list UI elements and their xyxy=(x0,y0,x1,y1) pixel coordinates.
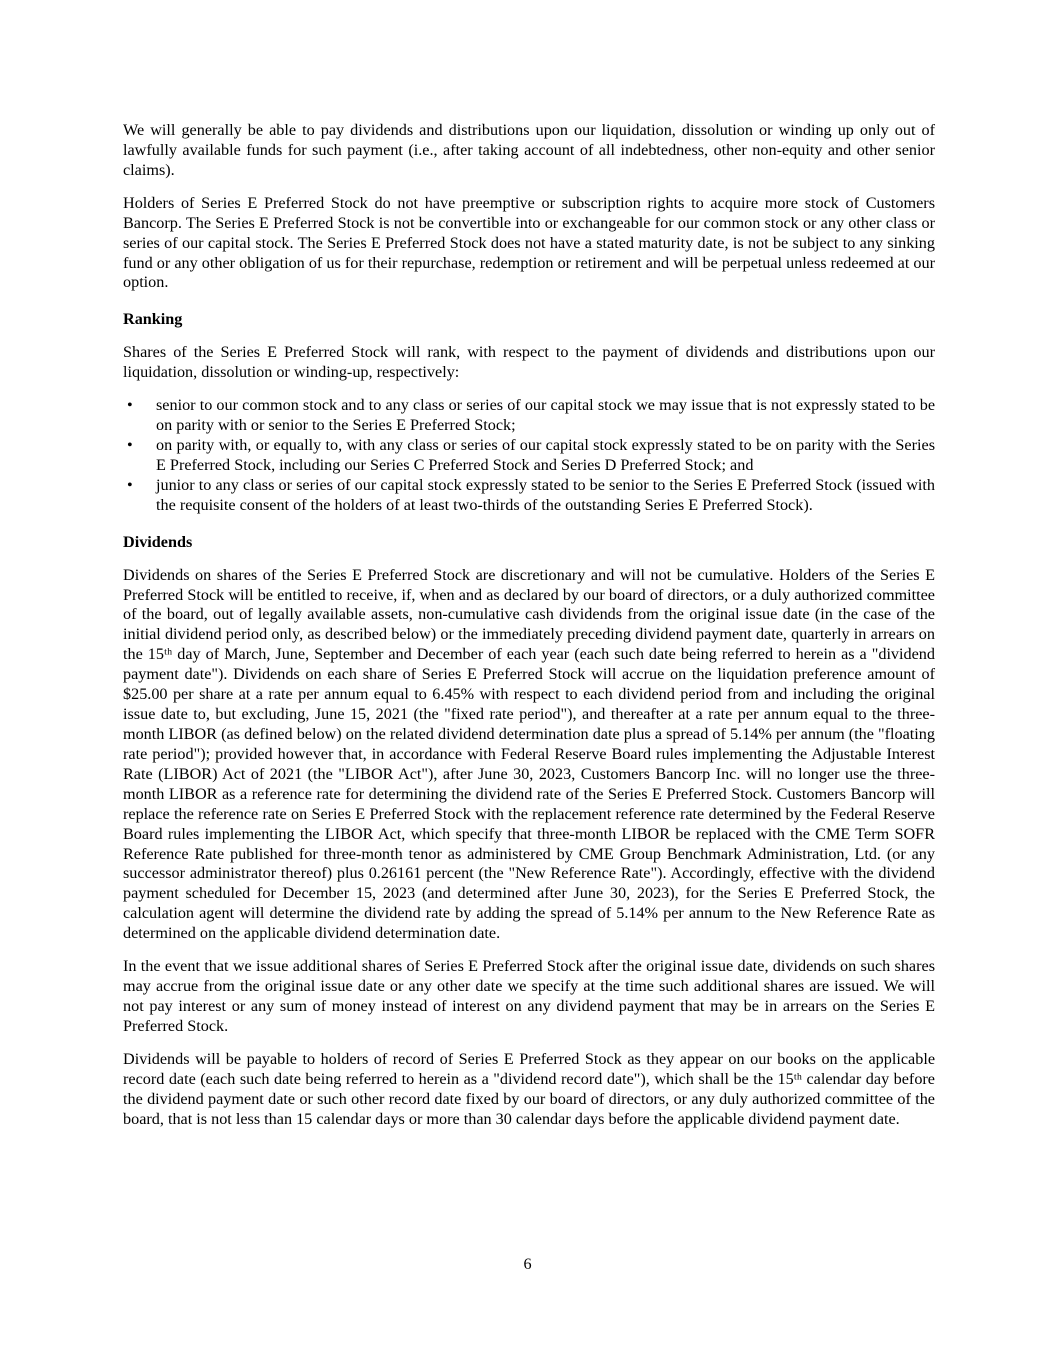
paragraph-no-preemptive-rights: Holders of Series E Preferred Stock do not have preemptive or subscription rights to acquire more stock of Customers Bancorp. The Series E Preferred Stock is not be convertible into or exchangeable for our common stock or any other class or series of our capital stock. The Series E Preferred Stock does not have a stated maturity date, is not be subject to any sinking fund or any other obligation of us for their repurchase, redemption or retirement and will be perpetual unless redeemed at our option. xyxy=(123,193,935,292)
bullet-marker: • xyxy=(127,475,133,494)
bullet-item-text: junior to any class or series of our capital stock expressly stated to be senior to the Series E Preferred Stock (issued with the requisite consent of the holders of at least two-thirds of the outstanding Series E Preferred Stock). xyxy=(156,475,935,514)
bullet-marker: • xyxy=(127,435,133,454)
bullet-item-text: on parity with, or equally to, with any class or series of our capital stock expressly stated to be on parity with the Series E Preferred Stock, including our Series C Preferred Stock and Series D Preferred Stock; and xyxy=(156,435,935,474)
section-heading-ranking: Ranking xyxy=(123,310,183,329)
bullet-item-senior xyxy=(123,396,935,436)
page-number: 6 xyxy=(523,1255,532,1273)
page-content xyxy=(123,121,935,1142)
paragraph-ranking-intro: Shares of the Series E Preferred Stock will rank, with respect to the payment of dividends and distributions upon our liquidation, dissolution or winding-up, respectively: xyxy=(123,343,935,382)
paragraph-dividends-terms: Dividends on shares of the Series E Preferred Stock are discretionary and will not be cumulative. Holders of the Series E Preferred Stock will be entitled to receive, if, when and as declared by our board of directors, or a duly authorized committee of the board, out of legally available assets, non-cumulative cash dividends from the original issue date (in the case of the initial dividend period only, as described below) or the immediately preceding dividend payment date, quarterly in arrears on the 15ᵗʰ day of March, June, September and December of each year (each such date being referred to herein as a "dividend payment date"). Dividends on each share of Series E Preferred Stock will accrue on the liquidation preference amount of $25.00 per share at a rate per annum equal to 6.45% with respect to each dividend period from and including the original issue date to, but excluding, June 15, 2021 (the "fixed rate period"), and thereafter at a rate per annum equal to the three-month LIBOR (as defined below) on the related dividend determination date plus a spread of 5.14% per annum (the "floating rate period"); provided however that, in accordance with Federal Reserve Board rules implementing the Adjustable Interest Rate (LIBOR) Act of 2021 (the "LIBOR Act"), after June 30, 2023, Customers Bancorp Inc. will no longer use the three-month LIBOR as a reference rate for determining the dividend rate of the Series E Preferred Stock. Customers Bancorp will replace the reference rate on Series E Preferred Stock with the replacement reference rate determined by the Federal Reserve Board rules implementing the LIBOR Act, which specify that three-month LIBOR be replaced with the CME Term SOFR Reference Rate published for three-month tenor as administered by CME Group Benchmark Administration, Ltd. (or any successor administrator thereof) plus 0.26161 percent (the "New Reference Rate"). Accordingly, effective with the dividend payment scheduled for December 15, 2023 (and determined after June 30, 2023), for the Series E Preferred Stock, the calculation agent will determine the dividend rate by adding the spread of 5.14% per annum to the New Reference Rate as determined on the applicable dividend determination date. xyxy=(123,565,935,943)
bullet-item-junior xyxy=(123,476,935,516)
paragraph-record-date: Dividends will be payable to holders of record of Series E Preferred Stock as they appear on our books on the applicable record date (each such date being referred to herein as a "dividend record date"), which shall be the 15ᵗʰ calendar day before the dividend payment date or such other record date fixed by our board of directors, or any duly authorized committee of the board, that is not less than 15 calendar days or more than 30 calendar days before the applicable dividend payment date. xyxy=(123,1049,935,1128)
paragraph-additional-shares: In the event that we issue additional shares of Series E Preferred Stock after the original issue date, dividends on such shares may accrue from the original issue date or any other date we specify at the time such additional shares are issued. We will not pay interest or any sum of money instead of interest on any dividend payment that may be in arrears on the Series E Preferred Stock. xyxy=(123,957,935,1035)
ranking-bullet-list xyxy=(123,396,935,516)
bullet-marker: • xyxy=(127,396,133,415)
bullet-item-parity xyxy=(123,436,935,476)
section-heading-dividends: Dividends xyxy=(123,532,193,551)
paragraph-liquidation-funds: We will generally be able to pay dividends and distributions upon our liquidation, dissolution or winding up only out of lawfully available funds for such payment (i.e., after taking account of all indebtedness, other non-equity and other senior claims). xyxy=(123,121,935,179)
bullet-item-text: senior to our common stock and to any class or series of our capital stock we may issue that is not expressly stated to be on parity with or senior to the Series E Preferred Stock; xyxy=(156,396,935,435)
